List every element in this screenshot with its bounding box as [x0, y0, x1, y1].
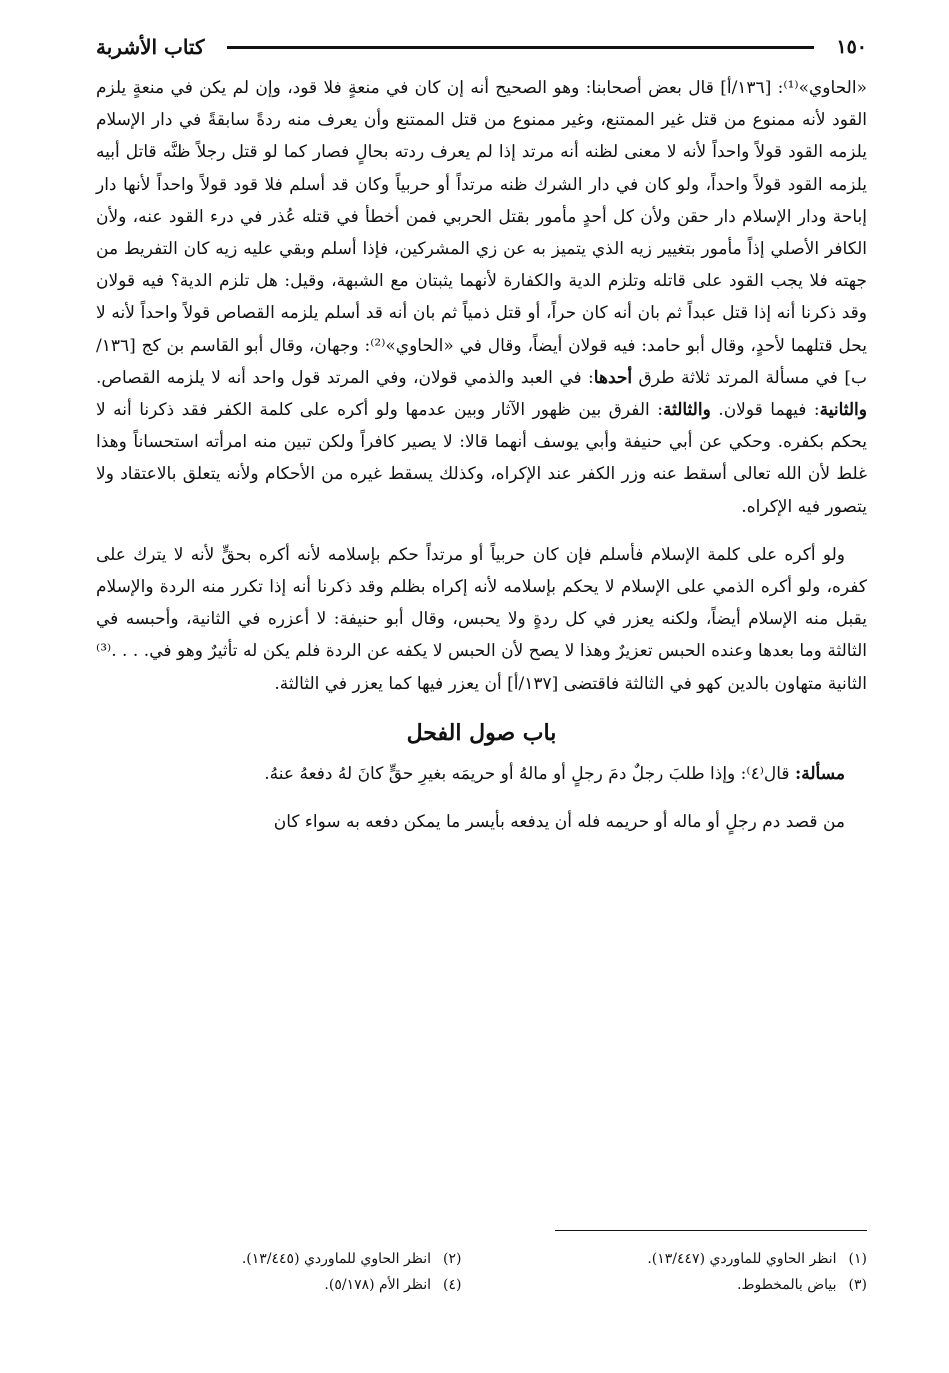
continuation-paragraph: من قصد دم رجلٍ أو ماله أو حريمه فله أن يدفعه بأيسر ما يمكن دفعه به سواء كان [273, 812, 845, 833]
page-number: ١٥٠ [836, 36, 867, 58]
path-text-third: : الفرق بين ظهور الآثار وبين عدمها ولو أكره على كلمة الكفر فقد ذكرنا أنه لا يحكم بكفره. وحكي عن أبي حنيفة وأبي يوسف أنهما قالا: لا يصير كافراً ولكن تبين منه امرأته استحساناً وهذا غلط لأن الله تعالى أسقط عنه وزر الكفر عند الإكراه، وكذلك يسقط غيره من الأحكام ولأنه يتعلق بالاعتقاد ولا يتصور فيه الإكراه. [96, 400, 867, 517]
footnote-text: انظر الحاوي للماوردي (١٣/٤٤٧). [647, 1251, 837, 1267]
footnote-2 [96, 1248, 462, 1270]
paragraph-1 [96, 72, 867, 523]
path-text-first: : في العبد والذمي قولان، وفي المرتد قول واحد أنه لا يلزمه القصاص. [96, 367, 594, 388]
masala-paragraph [96, 758, 867, 790]
footnote-text: انظر الأم (٥/١٧٨). [324, 1277, 432, 1293]
masala-label: مسألة: [794, 763, 845, 784]
document-page [96, 30, 867, 1333]
footnote-text: بياض بالمخطوط. [737, 1277, 837, 1293]
footnote-text: انظر الحاوي للماوردي (١٣/٤٤٥). [241, 1251, 432, 1267]
path-label-second: والثانية [819, 400, 867, 421]
paragraph-2: ولو أكره على كلمة الإسلام فأسلم فإن كان حربياً أو مرتداً حكم بإسلامه لأنه أكره بحقٍّ لأنه لا يترك على كفره، ولو أكره الذمي على الإسلام لا يحكم بإسلامه لأنه إكراه بظلم وقد ذكرنا أنه إذا تكرر منه الردة والإسلام يقبل منه الإسلام أيضاً، ولكنه يعزر في كل ردةٍ ولا يحبس، وقال أبو حنيفة: لا أعزره في الثانية، وأحبسه في الثالثة وما بعدها وعنده الحبس تعزيرٌ وهذا لا يصح لأن الحبس لا يكفه عن الردة فلم يكن له تأثيرٌ وهو في. . . .⁽³⁾ الثانية متهاون بالدين كهو في الثالثة فاقتضى [١٣٧/أ] أن يعزر فيها كما يعزر في الثالثة. [96, 544, 867, 694]
header-rule [227, 46, 815, 49]
footnote-number: (١) [848, 1251, 867, 1267]
footnote-number: (٣) [848, 1277, 867, 1293]
footnote-number: (٢) [443, 1251, 462, 1267]
footnote-1 [502, 1248, 868, 1270]
footnote-number: (٤) [443, 1277, 462, 1293]
section-heading: باب صول الفحل [406, 719, 557, 746]
book-title: كتاب الأشربة [96, 35, 205, 59]
footnote-4 [96, 1274, 462, 1296]
path-text-second: : فيهما قولان. [718, 400, 820, 421]
path-label-third: والثالثة [662, 400, 711, 421]
page-header [96, 30, 867, 64]
footnote-3 [502, 1274, 868, 1296]
footnotes [96, 1248, 867, 1296]
masala-text: قال⁽٤⁾: وإذا طلبَ رجلٌ دمَ رجلٍ أو مالهُ أو حريمَه بغيرِ حقٍّ كانَ لهُ دفعهُ عنهُ. [264, 763, 790, 784]
path-label-first: أحدها [593, 367, 633, 388]
footnote-rule [555, 1230, 867, 1231]
body-text [96, 72, 867, 838]
paragraph-1-main: «الحاوي»⁽¹⁾: [١٣٦/أ] قال بعض أصحابنا: وهو الصحيح أنه إن كان في منعةٍ فلا قود، وإن لم يكن في منعةٍ يلزم القود لأنه ممنوع من قتل غير الممتنع، وغير ممنوع من قتل الممتنع وأن يعرف منه ردةً سابقةً في دار الإسلام يلزمه القود قولاً واحداً لأنه لا معنى لظنه أنه مرتد إذا لم يعرف ردته بحالٍ فصار كما لو قتل رجلاً ظنَّه قاتل أبيه يلزمه القود قولاً واحداً، ولو كان في دار الشرك ظنه مرتداً أو حربياً وكان قد أسلم فلا قود قولاً واحداً لأنها دار إباحة ودار الإسلام دار حقن ولأن كل أحدٍ مأمور بقتل الحربي فمن أخطأ في قتله عُذر في درء القود عنه، ولأن الكافر الأصلي إذاً مأمور بتغيير زيه الذي يتميز به عن زي المشركين، فإذا أسلم وبقي عليه زيه كان التفريط من جهته فلا يجب القود على قاتله وتلزم الدية والكفارة لأنهما يثبتان مع الشبهة، وقيل: هل تلزم الدية؟ فيه قولان وقد ذكرنا أنه إذا قتل عبداً ثم بان أنه كان حراً، أو قتل ذمياً ثم بان أنه قد أسلم يلزمه القصاص قولاً واحداً لأنه لا يحل قتلهما لأحدٍ، وقال أبو حامد: فيه قولان أيضاً، وقال في «الحاوي»⁽²⁾: وجهان، وقال أبو القاسم بن كج [١٣٦/ب] في مسألة المرتد ثلاثة طرق [96, 78, 867, 388]
